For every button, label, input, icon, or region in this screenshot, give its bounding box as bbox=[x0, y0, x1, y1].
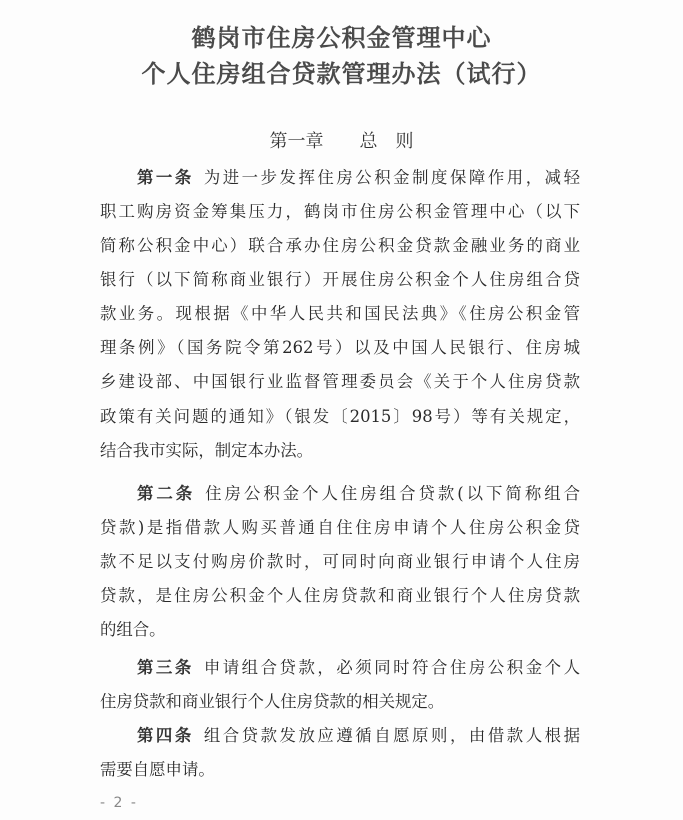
article-3-label: 第三条 bbox=[137, 658, 194, 677]
document-title-line-2: 个人住房组合贷款管理办法（试行） bbox=[141, 60, 542, 88]
article-4-line-2: 需要自愿申请。 bbox=[100, 760, 215, 779]
article-1-line-1: 第一条 为进一步发挥住房公积金制度保障作用，减轻 bbox=[137, 168, 581, 187]
article-2-line-2: 贷款)是指借款人购买普通自住住房申请个人住房公积金贷 bbox=[100, 518, 580, 537]
article-4-label: 第四条 bbox=[137, 726, 194, 745]
document-title-line-1: 鹤岗市住房公积金管理中心 bbox=[191, 24, 492, 52]
chapter-title: 第一章 总 则 bbox=[269, 131, 414, 152]
article-1-line-9: 结合我市实际，制定本办法。 bbox=[100, 441, 314, 460]
page-number: - 2 - bbox=[100, 795, 138, 811]
article-2-line-5: 的组合。 bbox=[100, 620, 166, 639]
article-2-label: 第二条 bbox=[137, 484, 196, 503]
article-1-line-5: 款业务。现根据《中华人民共和国民法典》《住房公积金管 bbox=[100, 304, 580, 323]
article-2-line-1: 第二条 住房公积金个人住房组合贷款(以下简称组合 bbox=[137, 484, 580, 503]
article-3-line-2: 住房贷款和商业银行个人住房贷款的相关规定。 bbox=[100, 692, 445, 711]
article-1-line-6: 理条例》（国务院令第262号）以及中国人民银行、住房城 bbox=[100, 338, 580, 357]
article-2-line-3: 款不足以支付购房价款时，可同时向商业银行申请个人住房 bbox=[100, 552, 580, 571]
article-1-line-7: 乡建设部、中国银行业监督管理委员会《关于个人住房贷款 bbox=[100, 372, 580, 391]
article-1-line-3: 简称公积金中心）联合承办住房公积金贷款金融业务的商业 bbox=[100, 236, 580, 255]
article-4-line-1: 第四条 组合贷款发放应遵循自愿原则，由借款人根据 bbox=[137, 726, 581, 745]
article-1-line-4: 银行（以下简称商业银行）开展住房公积金个人住房组合贷 bbox=[100, 270, 580, 289]
article-1-label: 第一条 bbox=[137, 168, 194, 187]
article-2-line-4: 贷款，是住房公积金个人住房贷款和商业银行个人住房贷款 bbox=[100, 586, 580, 605]
article-3-line-1: 第三条 申请组合贷款，必须同时符合住房公积金个人 bbox=[137, 658, 581, 677]
article-1-line-2: 职工购房资金筹集压力，鹤岗市住房公积金管理中心（以下 bbox=[100, 202, 580, 221]
article-1-line-8: 政策有关问题的通知》（银发〔2015〕98号）等有关规定， bbox=[100, 407, 580, 426]
